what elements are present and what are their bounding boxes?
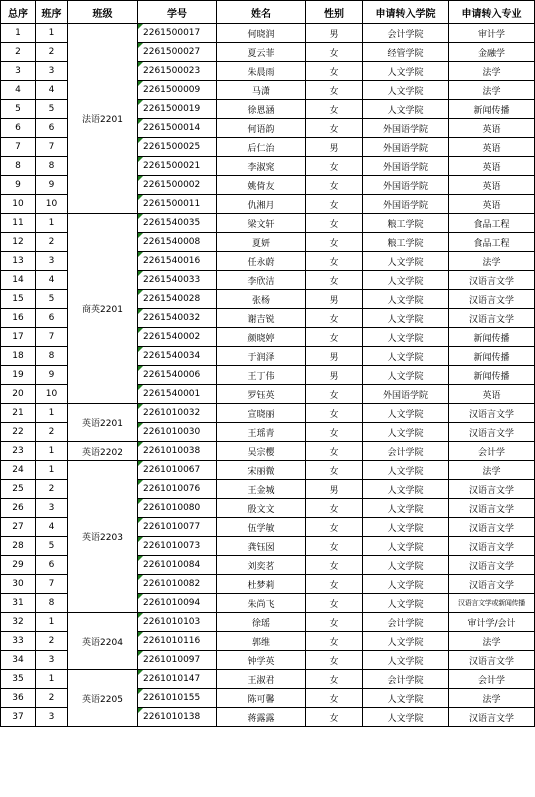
total-seq-cell: 9: [1, 176, 36, 195]
class-seq-cell: 7: [36, 138, 68, 157]
target-major-cell: 法学: [449, 461, 535, 480]
class-cell: 英语2201: [68, 404, 138, 442]
total-seq-cell: 30: [1, 575, 36, 594]
name-cell: 吴宗樱: [217, 442, 306, 461]
target-major-cell: 法学: [449, 81, 535, 100]
name-cell: 仇湘月: [217, 195, 306, 214]
student-id-cell: 2261500023: [138, 62, 217, 81]
target-college-cell: 人文学院: [363, 328, 449, 347]
target-college-cell: 会计学院: [363, 24, 449, 43]
name-cell: 宋丽微: [217, 461, 306, 480]
target-major-cell: 法学: [449, 62, 535, 81]
total-seq-cell: 11: [1, 214, 36, 233]
gender-cell: 女: [306, 62, 363, 81]
name-cell: 徐恩涵: [217, 100, 306, 119]
target-major-cell: 食品工程: [449, 233, 535, 252]
target-major-cell: 新闻传播: [449, 366, 535, 385]
header-gender: 性别: [306, 1, 363, 24]
name-cell: 郭维: [217, 632, 306, 651]
class-seq-cell: 3: [36, 499, 68, 518]
gender-cell: 男: [306, 290, 363, 309]
total-seq-cell: 8: [1, 157, 36, 176]
total-seq-cell: 17: [1, 328, 36, 347]
target-major-cell: 汉语言文学: [449, 708, 535, 727]
class-seq-cell: 4: [36, 518, 68, 537]
class-seq-cell: 2: [36, 632, 68, 651]
student-id-cell: 2261540001: [138, 385, 217, 404]
class-cell: 英语2204: [68, 613, 138, 670]
name-cell: 张杨: [217, 290, 306, 309]
student-id-cell: 2261010038: [138, 442, 217, 461]
student-id-cell: 2261010032: [138, 404, 217, 423]
student-id-cell: 2261540006: [138, 366, 217, 385]
table-row: [1, 404, 535, 423]
student-id-cell: 2261010073: [138, 537, 217, 556]
name-cell: 宣晓丽: [217, 404, 306, 423]
class-seq-cell: 3: [36, 62, 68, 81]
class-seq-cell: 8: [36, 594, 68, 613]
total-seq-cell: 23: [1, 442, 36, 461]
gender-cell: 女: [306, 309, 363, 328]
class-seq-cell: 4: [36, 81, 68, 100]
name-cell: 王淑君: [217, 670, 306, 689]
student-id-cell: 2261010097: [138, 651, 217, 670]
name-cell: 姚倚友: [217, 176, 306, 195]
target-college-cell: 人文学院: [363, 290, 449, 309]
student-id-cell: 2261010077: [138, 518, 217, 537]
class-seq-cell: 1: [36, 24, 68, 43]
gender-cell: 女: [306, 81, 363, 100]
student-id-cell: 2261010155: [138, 689, 217, 708]
student-id-cell: 2261010030: [138, 423, 217, 442]
gender-cell: 男: [306, 480, 363, 499]
target-college-cell: 外国语学院: [363, 157, 449, 176]
target-college-cell: 人文学院: [363, 271, 449, 290]
gender-cell: 女: [306, 119, 363, 138]
gender-cell: 女: [306, 594, 363, 613]
name-cell: 李欣洁: [217, 271, 306, 290]
target-major-cell: 汉语言文学或新闻传播: [449, 594, 535, 613]
student-id-cell: 2261540028: [138, 290, 217, 309]
class-seq-cell: 9: [36, 366, 68, 385]
target-college-cell: 人文学院: [363, 499, 449, 518]
target-college-cell: 人文学院: [363, 575, 449, 594]
header-class-seq: 班序: [36, 1, 68, 24]
name-cell: 朱尚飞: [217, 594, 306, 613]
student-id-cell: 2261010103: [138, 613, 217, 632]
student-id-cell: 2261500027: [138, 43, 217, 62]
class-seq-cell: 6: [36, 556, 68, 575]
gender-cell: 女: [306, 537, 363, 556]
student-id-cell: 2261500017: [138, 24, 217, 43]
class-seq-cell: 8: [36, 347, 68, 366]
total-seq-cell: 16: [1, 309, 36, 328]
gender-cell: 男: [306, 24, 363, 43]
student-id-cell: 2261540002: [138, 328, 217, 347]
student-id-cell: 2261010116: [138, 632, 217, 651]
target-college-cell: 会计学院: [363, 670, 449, 689]
gender-cell: 女: [306, 214, 363, 233]
target-college-cell: 人文学院: [363, 632, 449, 651]
total-seq-cell: 34: [1, 651, 36, 670]
target-college-cell: 外国语学院: [363, 176, 449, 195]
name-cell: 蒋露露: [217, 708, 306, 727]
name-cell: 伍学敏: [217, 518, 306, 537]
total-seq-cell: 13: [1, 252, 36, 271]
name-cell: 何晓润: [217, 24, 306, 43]
target-college-cell: 人文学院: [363, 404, 449, 423]
target-college-cell: 会计学院: [363, 442, 449, 461]
target-major-cell: 英语: [449, 176, 535, 195]
total-seq-cell: 37: [1, 708, 36, 727]
student-id-cell: 2261500025: [138, 138, 217, 157]
target-major-cell: 汉语言文学: [449, 480, 535, 499]
total-seq-cell: 26: [1, 499, 36, 518]
class-seq-cell: 2: [36, 480, 68, 499]
target-college-cell: 人文学院: [363, 708, 449, 727]
target-college-cell: 外国语学院: [363, 119, 449, 138]
total-seq-cell: 6: [1, 119, 36, 138]
header-name: 姓名: [217, 1, 306, 24]
class-seq-cell: 1: [36, 613, 68, 632]
target-college-cell: 人文学院: [363, 461, 449, 480]
gender-cell: 女: [306, 404, 363, 423]
gender-cell: 女: [306, 176, 363, 195]
target-major-cell: 英语: [449, 385, 535, 404]
target-major-cell: 汉语言文学: [449, 556, 535, 575]
name-cell: 后仁治: [217, 138, 306, 157]
target-college-cell: 人文学院: [363, 100, 449, 119]
name-cell: 任永蔚: [217, 252, 306, 271]
class-seq-cell: 2: [36, 233, 68, 252]
gender-cell: 女: [306, 518, 363, 537]
target-major-cell: 汉语言文学: [449, 271, 535, 290]
header-target-major: 申请转入专业: [449, 1, 535, 24]
gender-cell: 女: [306, 195, 363, 214]
student-id-cell: 2261500002: [138, 176, 217, 195]
table-row: [1, 24, 535, 43]
class-cell: 英语2205: [68, 670, 138, 727]
total-seq-cell: 33: [1, 632, 36, 651]
name-cell: 何语韵: [217, 119, 306, 138]
header-total-seq: 总序: [1, 1, 36, 24]
target-college-cell: 经管学院: [363, 43, 449, 62]
target-college-cell: 粮工学院: [363, 214, 449, 233]
total-seq-cell: 7: [1, 138, 36, 157]
student-id-cell: 2261010080: [138, 499, 217, 518]
total-seq-cell: 19: [1, 366, 36, 385]
gender-cell: 女: [306, 233, 363, 252]
name-cell: 王丁伟: [217, 366, 306, 385]
class-cell: 法语2201: [68, 24, 138, 214]
total-seq-cell: 5: [1, 100, 36, 119]
total-seq-cell: 20: [1, 385, 36, 404]
target-college-cell: 人文学院: [363, 518, 449, 537]
name-cell: 罗钰英: [217, 385, 306, 404]
target-college-cell: 人文学院: [363, 81, 449, 100]
target-college-cell: 人文学院: [363, 594, 449, 613]
target-college-cell: 外国语学院: [363, 385, 449, 404]
target-major-cell: 英语: [449, 119, 535, 138]
target-major-cell: 汉语言文学: [449, 499, 535, 518]
name-cell: 谢吉锐: [217, 309, 306, 328]
target-college-cell: 粮工学院: [363, 233, 449, 252]
target-major-cell: 新闻传播: [449, 347, 535, 366]
name-cell: 夏妍: [217, 233, 306, 252]
name-cell: 梁文轩: [217, 214, 306, 233]
header-class: 班级: [68, 1, 138, 24]
target-major-cell: 会计学: [449, 442, 535, 461]
name-cell: 于润泽: [217, 347, 306, 366]
target-major-cell: 法学: [449, 632, 535, 651]
target-college-cell: 人文学院: [363, 480, 449, 499]
header-student-id: 学号: [138, 1, 217, 24]
target-college-cell: 人文学院: [363, 423, 449, 442]
gender-cell: 女: [306, 157, 363, 176]
target-college-cell: 人文学院: [363, 309, 449, 328]
target-major-cell: 汉语言文学: [449, 537, 535, 556]
student-id-cell: 2261010076: [138, 480, 217, 499]
target-major-cell: 英语: [449, 138, 535, 157]
total-seq-cell: 10: [1, 195, 36, 214]
name-cell: 夏云菲: [217, 43, 306, 62]
class-seq-cell: 8: [36, 157, 68, 176]
student-id-cell: 2261540034: [138, 347, 217, 366]
gender-cell: 女: [306, 632, 363, 651]
gender-cell: 女: [306, 43, 363, 62]
target-major-cell: 汉语言文学: [449, 290, 535, 309]
class-seq-cell: 10: [36, 385, 68, 404]
name-cell: 朱晨雨: [217, 62, 306, 81]
name-cell: 陈可馨: [217, 689, 306, 708]
class-seq-cell: 3: [36, 651, 68, 670]
gender-cell: 女: [306, 556, 363, 575]
target-major-cell: 审计学: [449, 24, 535, 43]
target-college-cell: 人文学院: [363, 366, 449, 385]
class-seq-cell: 9: [36, 176, 68, 195]
name-cell: 钟学英: [217, 651, 306, 670]
student-id-cell: 2261540035: [138, 214, 217, 233]
student-id-cell: 2261540008: [138, 233, 217, 252]
class-seq-cell: 5: [36, 100, 68, 119]
student-id-cell: 2261500021: [138, 157, 217, 176]
total-seq-cell: 21: [1, 404, 36, 423]
target-college-cell: 人文学院: [363, 556, 449, 575]
table-row: [1, 461, 535, 480]
total-seq-cell: 22: [1, 423, 36, 442]
target-college-cell: 外国语学院: [363, 138, 449, 157]
name-cell: 刘奕茗: [217, 556, 306, 575]
header-target-college: 申请转入学院: [363, 1, 449, 24]
total-seq-cell: 25: [1, 480, 36, 499]
student-id-cell: 2261500011: [138, 195, 217, 214]
class-seq-cell: 3: [36, 708, 68, 727]
name-cell: 王瑶青: [217, 423, 306, 442]
gender-cell: 男: [306, 366, 363, 385]
total-seq-cell: 3: [1, 62, 36, 81]
student-id-cell: 2261540032: [138, 309, 217, 328]
class-seq-cell: 6: [36, 119, 68, 138]
gender-cell: 女: [306, 670, 363, 689]
name-cell: 王金城: [217, 480, 306, 499]
class-seq-cell: 7: [36, 575, 68, 594]
total-seq-cell: 18: [1, 347, 36, 366]
total-seq-cell: 1: [1, 24, 36, 43]
class-seq-cell: 1: [36, 442, 68, 461]
gender-cell: 女: [306, 328, 363, 347]
gender-cell: 男: [306, 138, 363, 157]
gender-cell: 女: [306, 708, 363, 727]
total-seq-cell: 12: [1, 233, 36, 252]
gender-cell: 女: [306, 613, 363, 632]
class-seq-cell: 5: [36, 290, 68, 309]
table-row: [1, 613, 535, 632]
gender-cell: 女: [306, 271, 363, 290]
table-row: [1, 670, 535, 689]
target-major-cell: 汉语言文学: [449, 518, 535, 537]
header-row: [1, 1, 535, 24]
student-id-cell: 2261010138: [138, 708, 217, 727]
name-cell: 龚钰囡: [217, 537, 306, 556]
class-cell: 英语2203: [68, 461, 138, 613]
total-seq-cell: 35: [1, 670, 36, 689]
name-cell: 殷文文: [217, 499, 306, 518]
gender-cell: 女: [306, 689, 363, 708]
name-cell: 徐瑶: [217, 613, 306, 632]
gender-cell: 女: [306, 100, 363, 119]
target-major-cell: 汉语言文学: [449, 651, 535, 670]
target-college-cell: 人文学院: [363, 347, 449, 366]
total-seq-cell: 29: [1, 556, 36, 575]
target-major-cell: 审计学/会计: [449, 613, 535, 632]
target-major-cell: 汉语言文学: [449, 404, 535, 423]
student-id-cell: 2261540016: [138, 252, 217, 271]
total-seq-cell: 14: [1, 271, 36, 290]
gender-cell: 女: [306, 575, 363, 594]
class-seq-cell: 1: [36, 214, 68, 233]
class-seq-cell: 10: [36, 195, 68, 214]
total-seq-cell: 15: [1, 290, 36, 309]
student-id-cell: 2261010084: [138, 556, 217, 575]
class-seq-cell: 1: [36, 461, 68, 480]
student-id-cell: 2261010082: [138, 575, 217, 594]
total-seq-cell: 31: [1, 594, 36, 613]
class-seq-cell: 5: [36, 537, 68, 556]
class-seq-cell: 2: [36, 43, 68, 62]
target-major-cell: 法学: [449, 689, 535, 708]
class-seq-cell: 1: [36, 670, 68, 689]
name-cell: 马潇: [217, 81, 306, 100]
gender-cell: 女: [306, 461, 363, 480]
class-seq-cell: 3: [36, 252, 68, 271]
class-cell: 商英2201: [68, 214, 138, 404]
class-seq-cell: 7: [36, 328, 68, 347]
target-college-cell: 人文学院: [363, 252, 449, 271]
target-major-cell: 汉语言文学: [449, 575, 535, 594]
class-seq-cell: 2: [36, 689, 68, 708]
total-seq-cell: 32: [1, 613, 36, 632]
target-college-cell: 人文学院: [363, 62, 449, 81]
total-seq-cell: 27: [1, 518, 36, 537]
target-major-cell: 会计学: [449, 670, 535, 689]
target-college-cell: 人文学院: [363, 689, 449, 708]
total-seq-cell: 28: [1, 537, 36, 556]
target-major-cell: 新闻传播: [449, 328, 535, 347]
student-id-cell: 2261010094: [138, 594, 217, 613]
target-major-cell: 英语: [449, 195, 535, 214]
gender-cell: 女: [306, 442, 363, 461]
target-major-cell: 新闻传播: [449, 100, 535, 119]
target-college-cell: 外国语学院: [363, 195, 449, 214]
total-seq-cell: 4: [1, 81, 36, 100]
total-seq-cell: 24: [1, 461, 36, 480]
target-college-cell: 人文学院: [363, 651, 449, 670]
class-cell: 英语2202: [68, 442, 138, 461]
table-row: [1, 214, 535, 233]
student-id-cell: 2261500009: [138, 81, 217, 100]
gender-cell: 女: [306, 423, 363, 442]
student-id-cell: 2261010067: [138, 461, 217, 480]
class-seq-cell: 4: [36, 271, 68, 290]
class-seq-cell: 2: [36, 423, 68, 442]
total-seq-cell: 36: [1, 689, 36, 708]
name-cell: 李淑窕: [217, 157, 306, 176]
gender-cell: 男: [306, 347, 363, 366]
target-major-cell: 英语: [449, 157, 535, 176]
target-major-cell: 食品工程: [449, 214, 535, 233]
student-id-cell: 2261500014: [138, 119, 217, 138]
gender-cell: 女: [306, 651, 363, 670]
total-seq-cell: 2: [1, 43, 36, 62]
table-row: [1, 442, 535, 461]
gender-cell: 女: [306, 385, 363, 404]
student-id-cell: 2261500019: [138, 100, 217, 119]
name-cell: 杜梦莉: [217, 575, 306, 594]
gender-cell: 女: [306, 252, 363, 271]
target-college-cell: 人文学院: [363, 537, 449, 556]
name-cell: 颜晓婷: [217, 328, 306, 347]
target-college-cell: 会计学院: [363, 613, 449, 632]
student-id-cell: 2261010147: [138, 670, 217, 689]
target-major-cell: 法学: [449, 252, 535, 271]
gender-cell: 女: [306, 499, 363, 518]
target-major-cell: 汉语言文学: [449, 309, 535, 328]
target-major-cell: 汉语言文学: [449, 423, 535, 442]
class-seq-cell: 6: [36, 309, 68, 328]
student-id-cell: 2261540033: [138, 271, 217, 290]
target-major-cell: 金融学: [449, 43, 535, 62]
class-seq-cell: 1: [36, 404, 68, 423]
